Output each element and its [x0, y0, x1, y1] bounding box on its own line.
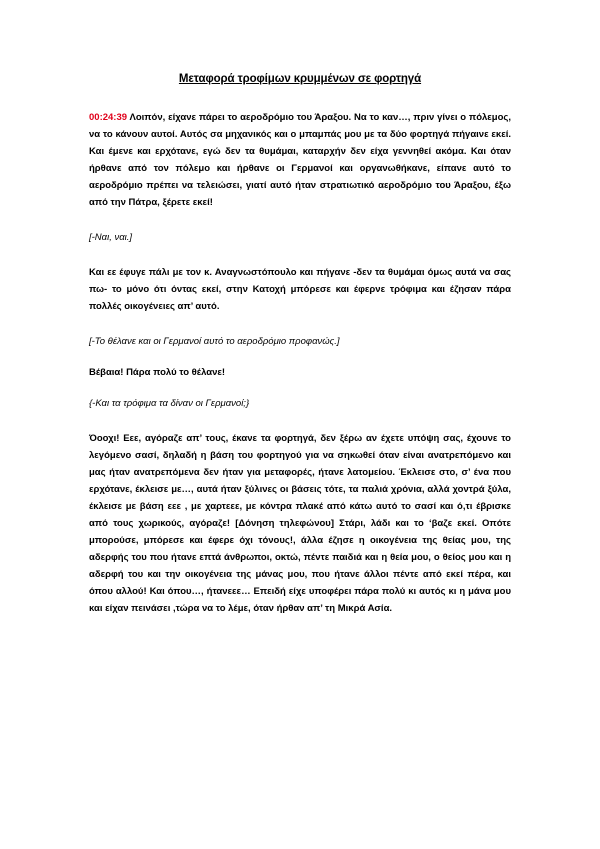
document-title: Μεταφορά τροφίμων κρυμμένων σε φορτηγά	[178, 73, 422, 85]
paragraph-4: Όοοχι! Εεε, αγόραζε απ’ τους, έκανε τα φορτηγά, δεν ξέρω αν έχετε υπόψη σας, έχουνε το λεγόμενο σασί, δηλαδή η βάση του φορτηγού για να σηκωθεί όταν είναι ανατρεπόμενο και μας ήταν ανατρεπόμενα δεν ήταν για μεταφορές, ήτανε λατομείου. Έκλεισε στο, σ’ ένα που ερχότανε, έκλεισε με…, αυτά ήταν ξύλινες οι βάσεις τότε, τα παλιά χρόνια, αλλά χοντρά ξύλα, έκλεισε με βάση εεε , με χαρτεεε, με κόντρα πλακέ από κάτω αυτό το σασί και ό,τι έβρισκε από τους χωρικούς, αγόραζε! [Δόνηση τηλεφώνου] Στάρι, λάδι και το ‘βαζε εκεί. Οπότε μπορούσε, μπόρεσε και έφερε όχι τόνους!, άλλα έζησε η οικογένεια της θείας μου, της αδερφής του που ήτανε επτά άνθρωποι, οκτώ, πέντε παιδιά και η θεία μου, ο θείος μου και η αδερφή του και την οικογένεια της μάνας μου, που ήτανε άλλοι πέντε από εκεί πέρα, και όπου αλλού! Και όπου…, ήτανεεε… Επειδή είχε υποφέρει πάρα πολύ κι αυτός κι η μάνα μου και είχαν πεινάσει ,τώρα να το λέμε, όταν ήρθαν απ’ τη Μικρά Ασία.	[89, 433, 511, 614]
interviewer-question-1: [-Ναι, ναι.]	[89, 232, 133, 243]
interviewer-question-2: [-Το θέλανε και οι Γερμανοί αυτό το αεροδρόμιο προφανώς.]	[89, 336, 340, 347]
paragraph-3: Βέβαια! Πάρα πολύ το θέλανε!	[89, 367, 226, 378]
paragraph-2: Και εε έφυγε πάλι με τον κ. Αναγνωστόπουλο και πήγανε -δεν τα θυμάμαι όμως αυτά να σας πω- το μόνο ότι όντας εκεί, στην Κατοχή μπόρεσε και έφερνε τρόφιμα και έζησαν πάρα πολλές οικογένειες απ’ αυτό.	[89, 267, 511, 312]
paragraph-1-text: Λοιπόν, είχανε πάρει το αεροδρόμιο του Άραξου. Να το καν…, πριν γίνει ο πόλεμος, να το κάνουν αυτοί. Αυτός σα μηχανικός και ο μπαμπάς μου με τα δύο φορτηγά πήγαινε εκεί. Και έμενε και ερχότανε, εγώ δεν τα θυμάμαι, καταρχήν δεν είχα γεννηθεί ακόμα. Και όταν ήρθανε από τον πόλεμο και ήρθανε οι Γερμανοί και οργανωθήκανε, είπανε αυτό το αεροδρόμιο πρέπει να τελειώσει, γιατί αυτό ήταν στρατιωτικό αεροδρόμιο του Άραξου, έξω από την Πάτρα, ξέρετε εκεί!	[89, 112, 511, 208]
paragraph-1	[89, 109, 511, 211]
document-page	[89, 73, 511, 617]
interviewer-question-3: {-Και τα τρόφιμα τα δίναν οι Γερμανοί;}	[89, 398, 250, 409]
timestamp: 00:24:39	[89, 112, 128, 123]
